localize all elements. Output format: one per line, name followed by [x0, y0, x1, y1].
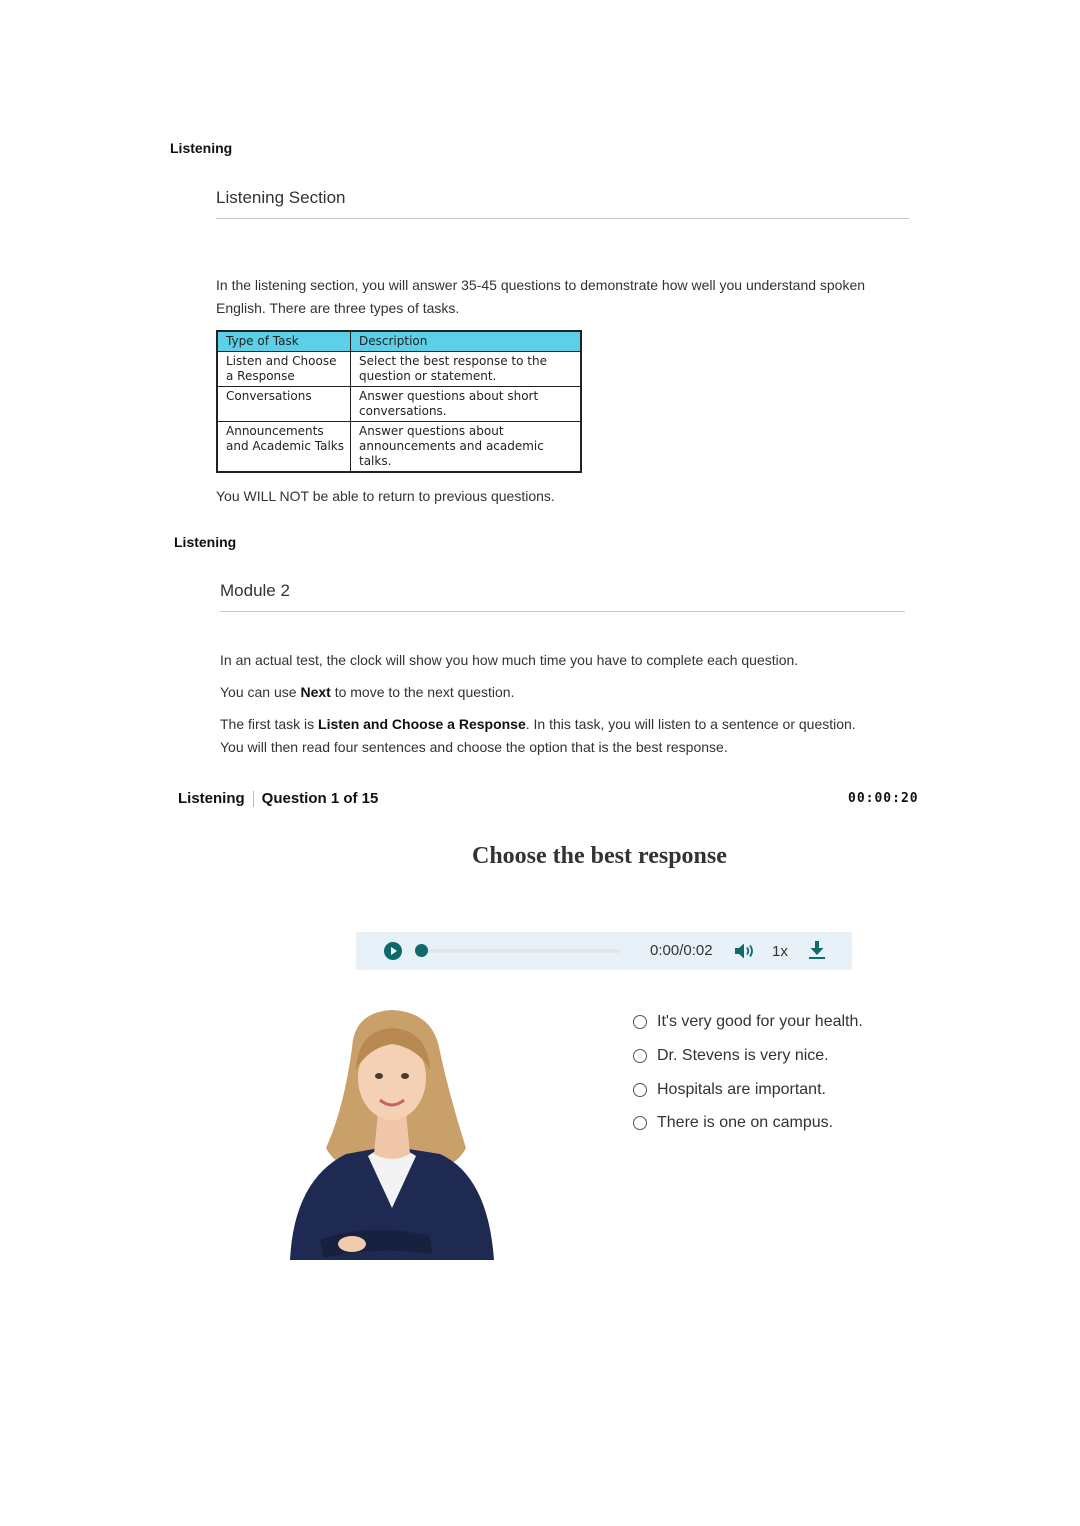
countdown-timer: 00:00:20 [848, 791, 919, 806]
task-types-table [216, 330, 582, 473]
section-label: Listening [174, 534, 237, 550]
module-divider [220, 611, 905, 612]
answer-option[interactable] [633, 1046, 829, 1066]
play-icon[interactable] [384, 942, 402, 960]
download-icon[interactable] [808, 940, 826, 965]
text-fragment: You can use [220, 684, 301, 700]
page-title: Listening Section [216, 188, 346, 207]
title-divider [216, 218, 909, 219]
table-header-row [217, 331, 581, 352]
speaker-photo [280, 1008, 502, 1260]
section-label: Listening [170, 140, 233, 156]
volume-icon[interactable] [734, 942, 756, 965]
question-heading: Choose the best response [472, 843, 727, 869]
table-cell: Listen and Choose a Response [217, 352, 351, 387]
text-fragment: The first task is [220, 716, 319, 732]
table-header: Type of Task [217, 331, 351, 352]
header-divider [253, 791, 254, 807]
table-row [217, 352, 581, 387]
seek-handle[interactable] [415, 944, 428, 957]
option-label: It's very good for your health. [657, 1013, 863, 1030]
table-cell: Conversations [217, 387, 351, 422]
intro-paragraph: In the listening section, you will answer 35-45 questions to demonstrate how well you understand spoken English. There are three types of tasks. [216, 277, 866, 316]
seek-bar[interactable] [422, 949, 620, 953]
module-paragraph-next [220, 681, 900, 704]
module-paragraph-clock: In an actual test, the clock will show you how much time you have to complete each question. [220, 652, 799, 668]
answer-option[interactable] [633, 1080, 826, 1100]
radio-button[interactable] [633, 1049, 647, 1063]
option-label: Dr. Stevens is very nice. [657, 1047, 829, 1064]
option-label: Hospitals are important. [657, 1081, 826, 1098]
table-row [217, 387, 581, 422]
playback-speed-button[interactable]: 1x [772, 943, 788, 960]
task-name: Listen and Choose a Response [318, 716, 526, 732]
option-label: There is one on campus. [657, 1114, 834, 1131]
table-cell: Answer questions about announcements and academic talks. [351, 422, 582, 473]
text-fragment: to move to the next question. [330, 684, 515, 700]
section-label: Listening [178, 790, 245, 807]
audio-player [356, 932, 852, 970]
table-row [217, 422, 581, 473]
answer-option[interactable] [633, 1113, 833, 1133]
text-fragment: . In this task, you will listen to a sentence or question. You will then read four sentences and choose the option that is the best response. [220, 716, 856, 755]
answer-option[interactable] [633, 1012, 863, 1032]
table-cell: Announcements and Academic Talks [217, 422, 351, 473]
next-keyword: Next [300, 684, 331, 700]
module-title: Module 2 [220, 581, 290, 600]
table-cell: Select the best response to the question or statement. [351, 352, 582, 387]
table-cell: Answer questions about short conversations. [351, 387, 582, 422]
radio-button[interactable] [633, 1083, 647, 1097]
playback-time: 0:00/0:02 [650, 942, 713, 959]
question-progress: Question 1 of 15 [261, 790, 379, 807]
radio-button[interactable] [633, 1116, 647, 1130]
table-header: Description [351, 331, 582, 352]
module-paragraph-task [220, 713, 860, 759]
question-header [178, 790, 378, 807]
radio-button[interactable] [633, 1015, 647, 1029]
no-return-note: You WILL NOT be able to return to previous questions. [216, 488, 555, 504]
